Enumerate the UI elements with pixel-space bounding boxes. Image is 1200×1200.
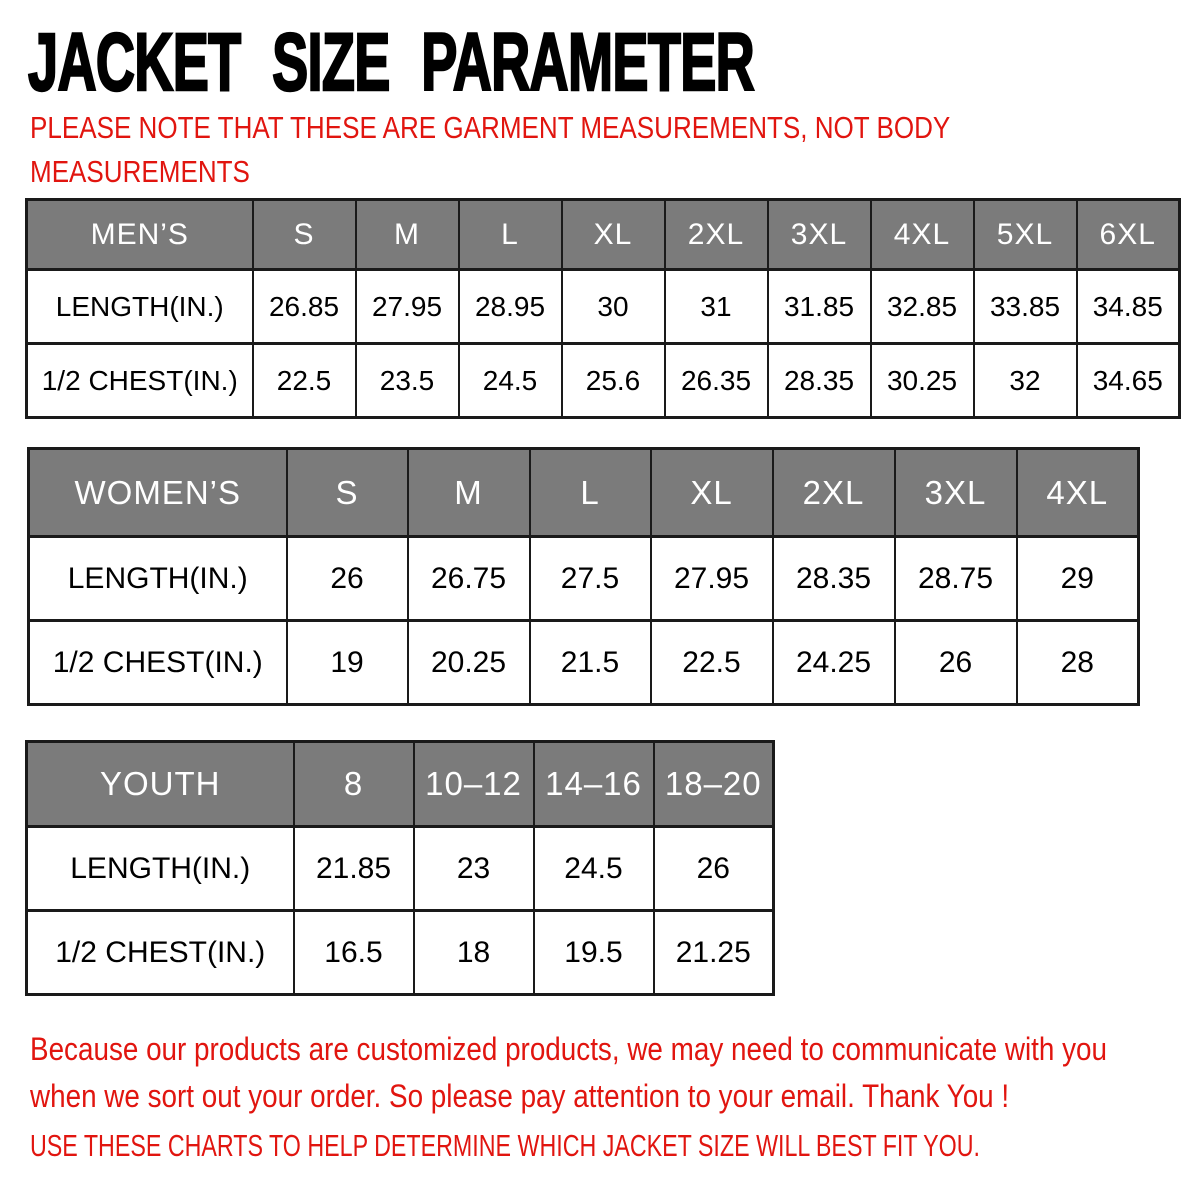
size-cell: 22.5 [253, 344, 356, 418]
table-row-length [29, 537, 1139, 621]
youth-header-row [27, 742, 774, 827]
size-cell: 16.5 [294, 911, 414, 995]
youth-table-title: YOUTH [27, 742, 294, 827]
mens-table-title: MEN’S [27, 200, 253, 270]
size-cell: 28.95 [459, 270, 562, 344]
header-cell-size: L [459, 200, 562, 270]
womens-size-table [27, 447, 1140, 706]
size-cell: 20.25 [408, 621, 530, 705]
header-cell-size: 4XL [1017, 449, 1139, 537]
size-cell: 23 [414, 827, 534, 911]
customization-notice [30, 1026, 1107, 1120]
size-cell: 27.5 [530, 537, 651, 621]
header-cell-size: 14–16 [534, 742, 654, 827]
row-label: 1/2 CHEST(IN.) [27, 911, 294, 995]
mens-header-row [27, 200, 1180, 270]
size-cell: 34.85 [1077, 270, 1180, 344]
womens-table-title: WOMEN’S [29, 449, 287, 537]
table-row-chest [27, 344, 1180, 418]
size-cell: 26.35 [665, 344, 768, 418]
size-cell: 18 [414, 911, 534, 995]
header-cell-size: S [253, 200, 356, 270]
size-cell: 26 [287, 537, 408, 621]
header-cell-size: 8 [294, 742, 414, 827]
size-cell: 23.5 [356, 344, 459, 418]
size-cell: 21.25 [654, 911, 774, 995]
table-row-chest [29, 621, 1139, 705]
header-cell-size: 2XL [665, 200, 768, 270]
size-cell: 32.85 [871, 270, 974, 344]
customization-notice-line-1: Because our products are customized products, we may need to communicate with you [30, 1031, 1108, 1067]
table-row-length [27, 827, 774, 911]
size-cell: 27.95 [651, 537, 773, 621]
size-cell: 32 [974, 344, 1077, 418]
size-cell: 21.5 [530, 621, 651, 705]
size-cell: 26 [895, 621, 1017, 705]
row-label: LENGTH(IN.) [29, 537, 287, 621]
size-cell: 33.85 [974, 270, 1077, 344]
size-cell: 19 [287, 621, 408, 705]
size-cell: 30 [562, 270, 665, 344]
header-cell-size: XL [562, 200, 665, 270]
size-cell: 28.35 [773, 537, 895, 621]
page-title: JACKET SIZE PARAMETER [28, 17, 755, 108]
chart-usage-note: USE THESE CHARTS TO HELP DETERMINE WHICH JACKET SIZE WILL BEST FIT YOU. [30, 1128, 981, 1163]
header-cell-size: 4XL [871, 200, 974, 270]
note-line-1: PLEASE NOTE THAT THESE ARE GARMENT MEASUREMENTS, NOT BODY [30, 110, 951, 145]
header-cell-size: L [530, 449, 651, 537]
size-cell: 28.75 [895, 537, 1017, 621]
womens-header-row [29, 449, 1139, 537]
mens-size-table [25, 198, 1181, 419]
header-cell-size: 6XL [1077, 200, 1180, 270]
size-cell: 30.25 [871, 344, 974, 418]
header-cell-size: 3XL [895, 449, 1017, 537]
row-label: LENGTH(IN.) [27, 827, 294, 911]
header-cell-size: M [356, 200, 459, 270]
garment-measurement-note [30, 106, 950, 194]
size-cell: 25.6 [562, 344, 665, 418]
table-row-chest [27, 911, 774, 995]
size-cell: 31 [665, 270, 768, 344]
size-cell: 27.95 [356, 270, 459, 344]
header-cell-size: XL [651, 449, 773, 537]
header-cell-size: M [408, 449, 530, 537]
size-cell: 24.5 [459, 344, 562, 418]
note-line-2: MEASUREMENTS [30, 154, 250, 189]
size-cell: 19.5 [534, 911, 654, 995]
size-cell: 24.25 [773, 621, 895, 705]
row-label: 1/2 CHEST(IN.) [27, 344, 253, 418]
size-cell: 26.75 [408, 537, 530, 621]
size-cell: 26.85 [253, 270, 356, 344]
size-cell: 24.5 [534, 827, 654, 911]
size-cell: 34.65 [1077, 344, 1180, 418]
size-cell: 22.5 [651, 621, 773, 705]
header-cell-size: 5XL [974, 200, 1077, 270]
size-cell: 26 [654, 827, 774, 911]
header-cell-size: 3XL [768, 200, 871, 270]
size-cell: 29 [1017, 537, 1139, 621]
size-cell: 28 [1017, 621, 1139, 705]
row-label: LENGTH(IN.) [27, 270, 253, 344]
header-cell-size: 2XL [773, 449, 895, 537]
header-cell-size: 18–20 [654, 742, 774, 827]
size-cell: 31.85 [768, 270, 871, 344]
size-cell: 21.85 [294, 827, 414, 911]
header-cell-size: S [287, 449, 408, 537]
youth-size-table [25, 740, 775, 996]
table-row-length [27, 270, 1180, 344]
customization-notice-line-2: when we sort out your order. So please pay attention to your email. Thank You ! [30, 1078, 1010, 1114]
size-cell: 28.35 [768, 344, 871, 418]
header-cell-size: 10–12 [414, 742, 534, 827]
row-label: 1/2 CHEST(IN.) [29, 621, 287, 705]
